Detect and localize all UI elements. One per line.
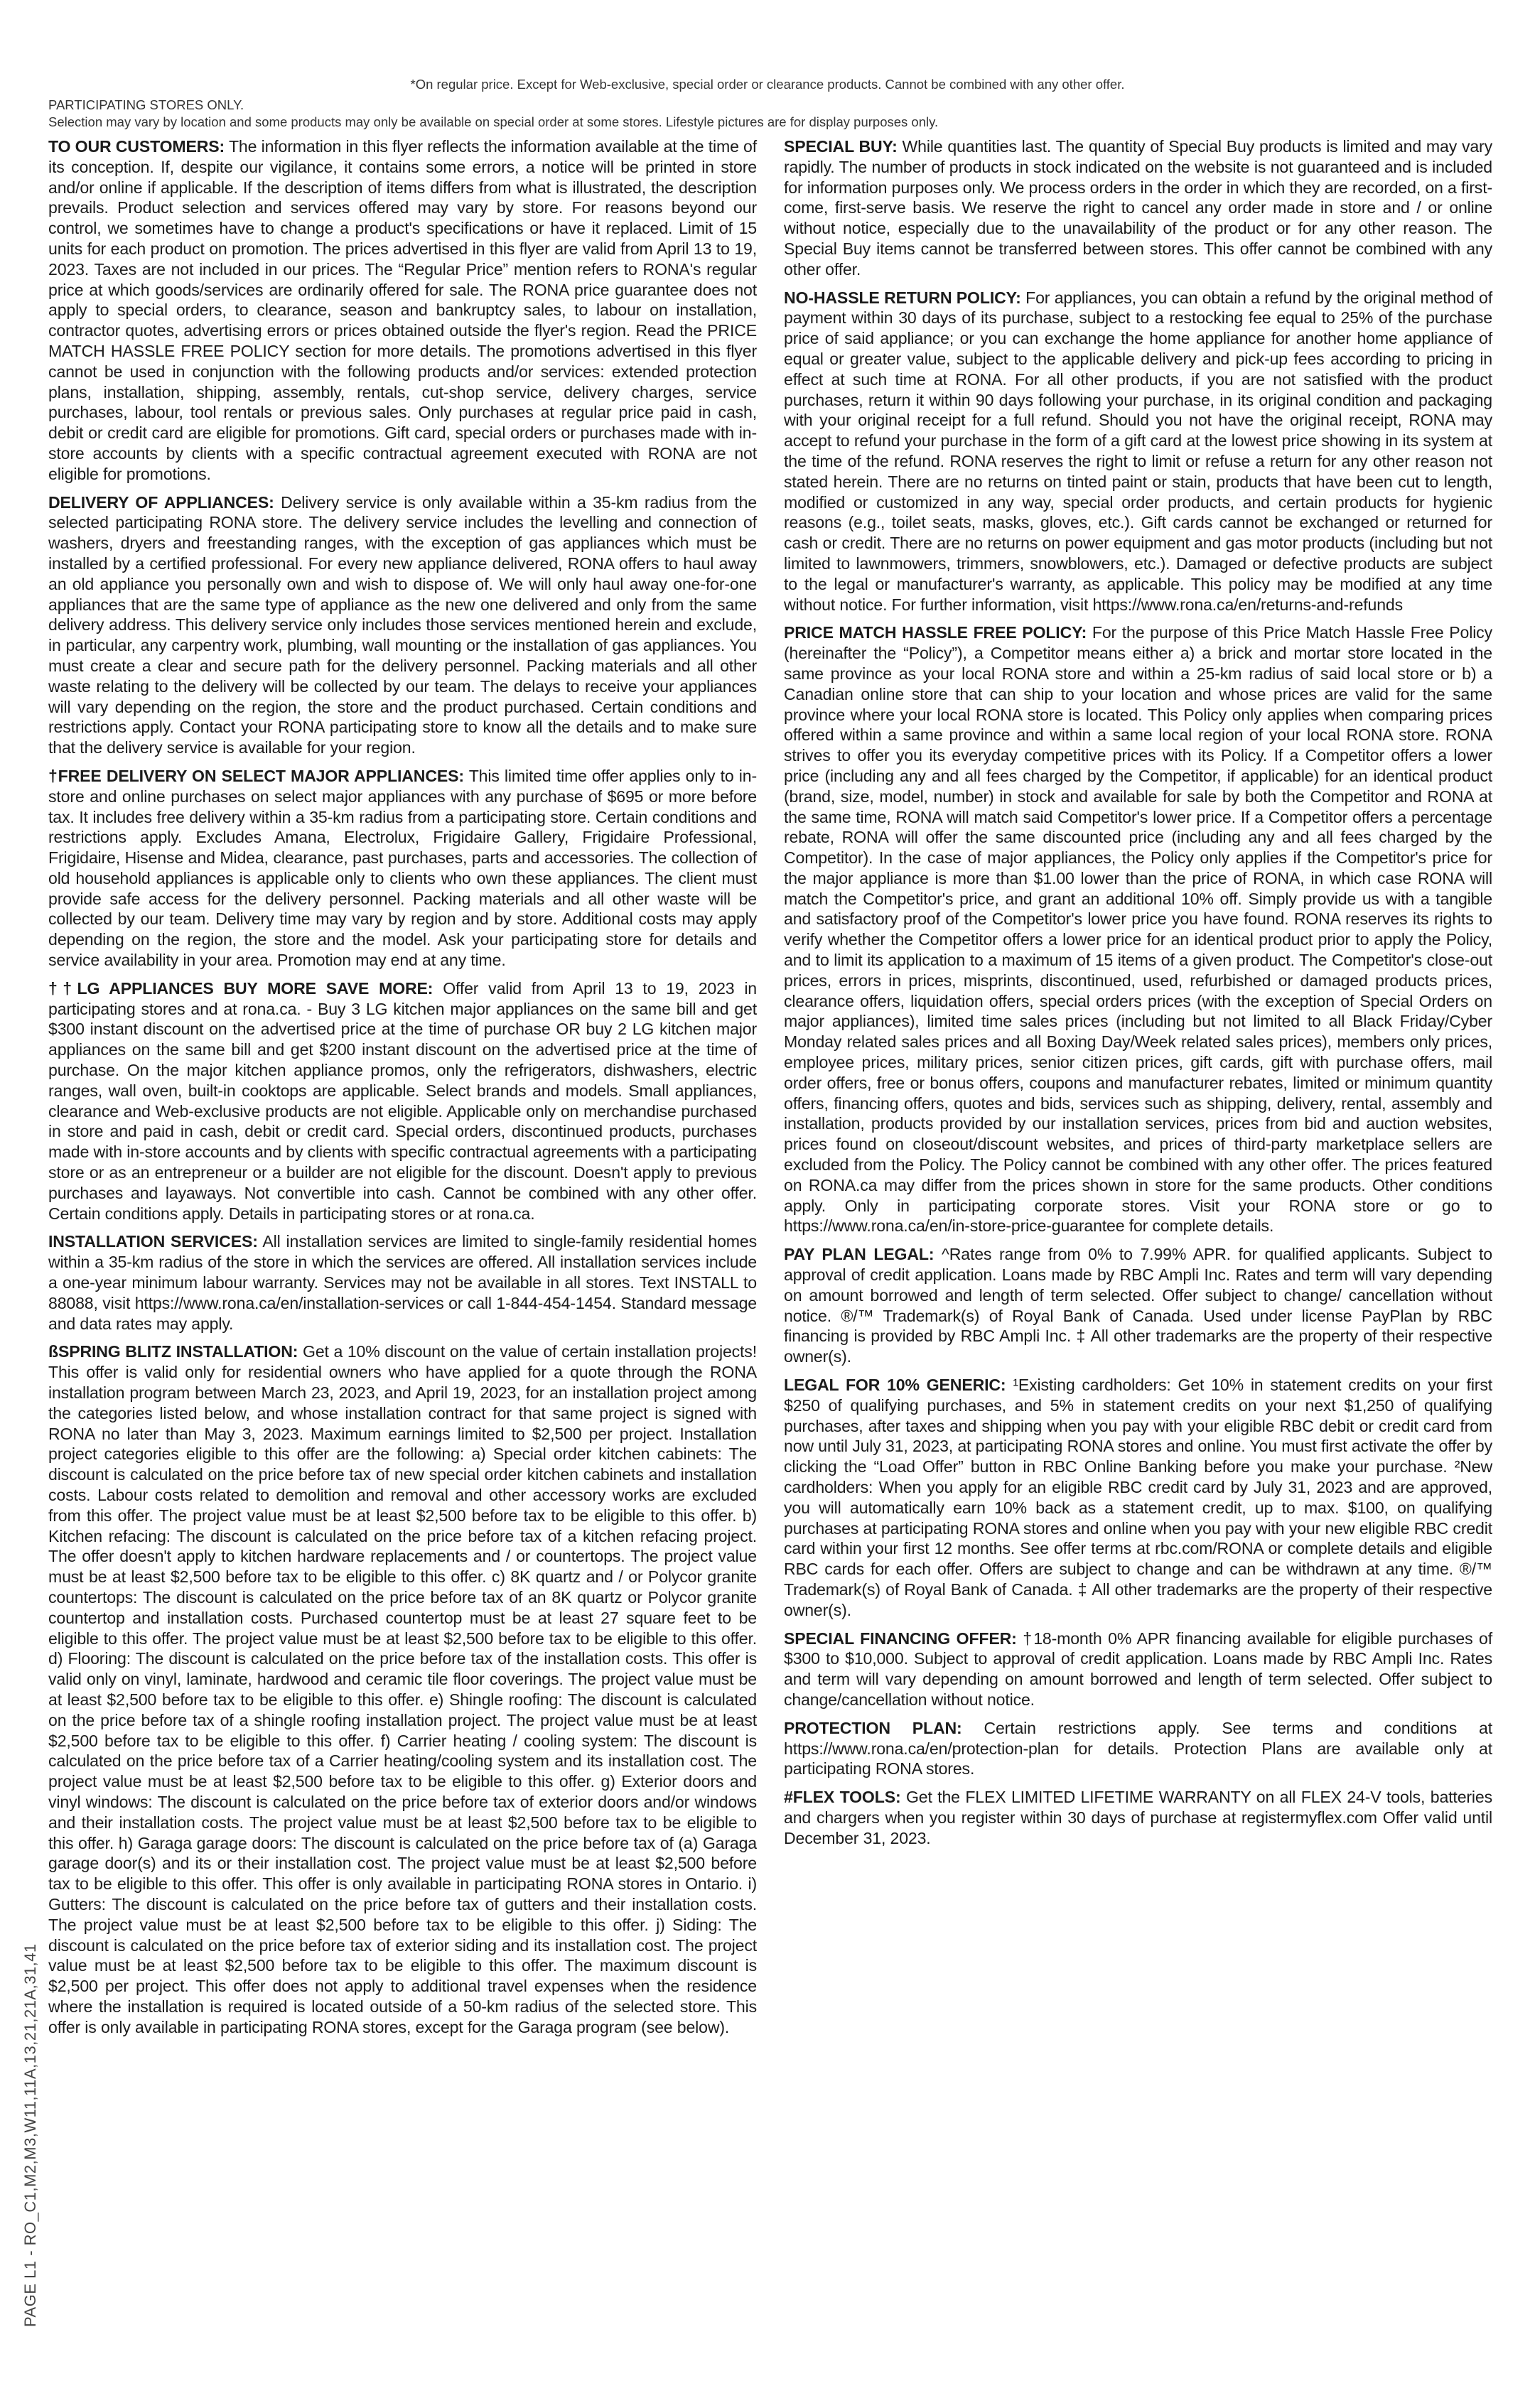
section-body: ¹Existing cardholders: Get 10% in statement credits on your first $250 of qualifying purchases, and 5% in statement credits on your next $1,250 of qualifying purchases, after taxes and shipping when you pay with your eligible RBC debit or credit card from now until July 31, 2023, at participating RONA stores and online. You must first activate the offer by clicking the “Load Offer” button in RBC Online Banking before you make your purchase. ²New cardholders: When you apply for an eligible RBC credit card by July 31, 2023 and are approved, you will automatically earn 10% back as a statement credit, up to max. $100, on qualifying purchases at participating RONA stores and online when you pay with your new eligible RBC credit card within your first 12 months. See offer terms at rbc.com/RONA or complete details and eligible RBC cards for each offer. Offers are subject to change and can be withdrawn at any time. ®/™ Trademark(s) of Royal Bank of Canada. ‡ All other trademarks are the property of their respective owner(s). [784,1376,1492,1619]
section-heading: TO OUR CUSTOMERS: [48,137,225,156]
section-heading: PRICE MATCH HASSLE FREE POLICY: [784,623,1087,642]
participating-stores-line: PARTICIPATING STORES ONLY. [48,97,244,112]
left-column [48,136,757,2382]
regular-price-notice: *On regular price. Except for Web-exclusive, special order or clearance products. Cannot be combined with any other offer. [410,77,1125,92]
section-pay-plan [784,1244,1492,1367]
section-heading: ††LG APPLIANCES BUY MORE SAVE MORE: [48,978,433,998]
section-body: †18-month 0% APR financing available for eligible purchases of $300 to $10,000. Subject to approval of credit application. Loans made by RBC Ampli Inc. Rates and term will vary depending on amount borrowed and length of term selected. Offer subject to change/cancellation without notice. [784,1629,1493,1709]
section-body: ^Rates range from 0% to 7.99% APR. for qualified applicants. Subject to approval of credit application. Loans made by RBC Ampli Inc. Rates and term will vary depending on amount borrowed and length of term selected. Offer subject to change/ cancellation without notice. ®/™ Trademark(s) of Royal Bank of Canada. Used under license PayPlan by RBC financing is provided by RBC Ampli Inc. ‡ All other trademarks are the property of their respective owner(s). [784,1245,1492,1366]
section-return-policy [784,288,1492,615]
section-heading: PAY PLAN LEGAL: [784,1245,935,1264]
section-body: Offer valid from April 13 to 19, 2023 in participating stores and at rona.ca. - Buy 3 LG kitchen major appliances on the same bill and get $300 instant discount on the advertised price at the time of purchase OR buy 2 LG kitchen major appliances on the same bill and get $200 instant discount on the advertised price at the time of purchase. On the major kitchen appliance promos, only the refrigerators, dishwashers, electric ranges, wall oven, built-in cooktops are applicable. Select brands and models. Small appliances, clearance and Web-exclusive products are not eligible. Applicable only on merchandise purchased in store and paid in cash, debit or credit card. Special orders, discontinued products, purchases made with in-store accounts and by clients with specific contractual agreements with a participating store or as an entrepreneur or a builder are not eligible for the discount. Doesn't apply to previous purchases and layaways. Not convertible into cash. Cannot be combined with any other offer. Certain conditions apply. Details in participating stores or at rona.ca. [48,978,757,1223]
section-special-buy [784,136,1492,280]
section-price-match [784,622,1492,1236]
section-body: Certain restrictions apply. See terms and conditions at https://www.rona.ca/en/protection-plan for details. Protection Plans are available only at participating RONA stores. [784,1718,1492,1778]
selection-line: Selection may vary by location and some products may only be available on special order at some stores. Lifestyle pictures are for display purposes only. [48,114,939,129]
section-body: Delivery service is only available within a 35-km radius from the selected participating RONA store. The delivery service includes the levelling and connection of washers, dryers and freestanding ranges, with the exception of gas appliances which must be installed by a certified professional. For every new appliance delivered, RONA offers to haul away an old appliance you personally own and wish to dispose of. We will only haul away one-for-one appliances that are the same type of appliance as the new one delivered and only from the same delivery address. This delivery service only includes those services mentioned herein and exclude, in particular, any carpentry work, plumbing, wall mounting or the installation of gas appliances. You must create a clear and secure path for the delivery personnel. Packing materials and all other waste relating to the delivery will be collected by our team. The delays to receive your appliances will vary depending on the region, the store and the product purchased. Certain conditions and restrictions apply. Contact your RONA participating store to know all the details and to make sure that the delivery service is available for your region. [48,492,757,757]
section-body: This limited time offer applies only to in-store and online purchases on select major appliances with any purchase of $695 or more before tax. It includes free delivery within a 35-km radius from a participating store. Certain conditions and restrictions apply. Excludes Amana, Electrolux, Frigidaire Gallery, Frigidaire Professional, Frigidaire, Hisense and Midea, clearance, past purchases, parts and accessories. The collection of old household appliances is applicable only to clients who own these appliances. The client must provide safe access for the delivery personnel. Packing materials and all other waste will be collected by our team. Delivery time may vary by region and by store. Additional costs may apply depending on the region, the store and the model. Ask your participating store for details and service availability in your area. Promotion may end at any time. [48,766,757,970]
section-flex [784,1787,1492,1848]
section-heading: ßSPRING BLITZ INSTALLATION: [48,1342,298,1361]
section-heading: PROTECTION PLAN: [784,1718,962,1737]
section-protection [784,1718,1492,1779]
section-spring-blitz [48,1341,757,2037]
section-installation [48,1231,757,1334]
section-financing [784,1629,1492,1710]
section-heading: NO-HASSLE RETURN POLICY: [784,288,1021,307]
section-body: All installation services are limited to single-family residential homes within a 35-km radius of the store in which the services are offered. All installation services include a one-year minimum labour warranty. Services may not be available in all stores. Text INSTALL to 88088, visit https://www.rona.ca/en/installation-services or call 1-844-454-1454. Standard message and data rates may apply. [48,1232,757,1333]
section-heading: †FREE DELIVERY ON SELECT MAJOR APPLIANCES: [48,766,464,785]
section-heading: LEGAL FOR 10% GENERIC: [784,1376,1006,1395]
section-heading: #FLEX TOOLS: [784,1788,901,1807]
page-code: PAGE L1 - RO_C1,M2,M3,W11,11A,13,21,21A,31,41 [21,1943,39,2327]
section-body: The information in this flyer reflects the information available at the time of its conception. If, despite our vigilance, it contains some errors, a notice will be printed in store and/or online if applicable. If the description of items differs from what is illustrated, the description prevails. Product selection and services offered may vary by store. For reasons beyond our control, we sometimes have to change a product's specifications or have it replaced. Limit of 15 units for each product on promotion. The prices advertised in this flyer are valid from April 13 to 19, 2023. Taxes are not included in our prices. The “Regular Price” mention refers to RONA's regular price at which goods/services are ordinarily offered for sale. The RONA price guarantee does not apply to special orders, to clearance, season and bankruptcy sales, to labour on installation, contractor quotes, advertising errors or prices obtained outside the flyer's region. Read the PRICE MATCH HASSLE FREE POLICY section for more details. The promotions advertised in this flyer cannot be used in conjunction with the following products and/or services: extended protection plans, installation, shipping, assembly, rentals, cut-shop service, delivery charges, service purchases, labour, tool rentals or previous sales. Only purchases at regular price paid in cash, debit or credit card are eligible for promotions. Gift card, special orders or purchases made with in-store accounts by clients with a specific contractual agreement executed with RONA are not eligible for promotions. [48,137,757,483]
right-column [784,136,1492,2382]
section-heading: DELIVERY OF APPLIANCES: [48,492,274,512]
section-customers [48,136,757,485]
section-body: Get a 10% discount on the value of certain installation projects! This offer is valid only for residential owners who have applied for a quote through the RONA installation program between March 23, 2023, and April 19, 2023, for an installation project among the categories listed below, and whose installation contract for that same project is signed with RONA no later than May 3, 2023. Maximum earnings limited to $2,500 per project. Installation project categories eligible to this offer are the following: a) Special order kitchen cabinets: The discount is calculated on the price before tax of new special order kitchen cabinets and installation costs. Labour costs related to demolition and removal and other accessory works are excluded from this offer. The project value must be at least $2,500 before tax to be eligible to this offer. b) Kitchen refacing: The discount is calculated on the price before tax of a kitchen refacing project. The offer doesn't apply to kitchen hardware replacements and / or countertops. The project value must be at least $2,500 before tax to be eligible to this offer. c) 8K quartz and / or Polycor granite countertops: The discount is calculated on the price before tax of an 8K quartz or Polycor granite countertop and installation costs. Purchased countertop must be at least 27 square feet to be eligible to this offer. The project value must be at least $2,500 before tax to be eligible to this offer. d) Flooring: The discount is calculated on the price before tax of the installation costs. This offer is valid only on vinyl, laminate, hardwood and ceramic tile floor coverings. The project value must be at least $2,500 before tax to be eligible to this offer. e) Shingle roofing: The discount is calculated on the price before tax of a shingle roofing installation project. The project value must be at least $2,500 before tax to be eligible to this offer. f) Carrier heating / cooling system: The discount is calculated on the price before tax of a Carrier heating/cooling system and its installation cost. The project value must be at least $2,500 before tax to be eligible to this offer. g) Exterior doors and vinyl windows: The discount is calculated on the price before tax of exterior doors and/or windows and their installation costs. The project value must be at least $2,500 before tax to be eligible to this offer. h) Garaga garage doors: The discount is calculated on the price before tax of (a) Garaga garage door(s) and its or their installation cost. The project value must be at least $2,500 before tax to be eligible to this offer. This offer is only available in participating RONA stores in Ontario. i) Gutters: The discount is calculated on the price before tax of gutters and their installation costs. The project value must be at least $2,500 before tax to be eligible to this offer. j) Siding: The discount is calculated on the price before tax of exterior siding and its installation cost. The project value must be at least $2,500 before tax to be eligible to this offer. The maximum discount is $2,500 per project. This offer does not apply to additional travel expenses when the residence where the installation is required is located outside of a 50-km radius of the selected store. This offer is only available in participating RONA stores, except for the Garaga program (see below). [48,1342,757,2036]
section-delivery [48,492,757,758]
section-heading: SPECIAL FINANCING OFFER: [784,1629,1017,1648]
section-heading: SPECIAL BUY: [784,137,898,156]
section-free-delivery [48,766,757,971]
section-generic [784,1375,1492,1621]
section-heading: INSTALLATION SERVICES: [48,1232,258,1251]
section-body: For the purpose of this Price Match Hassle Free Policy (hereinafter the “Policy”), a Competitor means either a) a brick and mortar store located in the same province as your local RONA store and within a 25-km radius of said local store or b) a Canadian online store that can ship to your location and whose prices are valid for the same province where your local RONA store is located. This Policy only applies when comparing prices offered within a same province and within a same local region of your local RONA store. RONA strives to offer you its everyday competitive prices with its Policy. If a Competitor offers a lower price (including any and all fees charged by the Competitor, if applicable) for an identical product (brand, size, model, number) in stock and available for sale by both the Competitor and RONA at the same time, RONA will match said Competitor's lower price. If a Competitor offers a percentage rebate, RONA will offer the same discounted price (including any and all fees charged by the Competitor). In the case of major appliances, the Policy only applies if the Competitor's price for the major appliance is more than $1.00 lower than the price of RONA, in which case RONA will match the Competitor's price, and grant an additional 10% off. Simply provide us with a tangible and satisfactory proof of the Competitor's lower price you have found. RONA reserves its rights to verify whether the Competitor offers a lower price for an identical product prior to apply the Policy, and to limit its application to a maximum of 15 items of a given product. The Competitor's close-out prices, errors in prices, misprints, discontinued, used, refurbished or damaged products prices, clearance offers, liquidation offers, special orders prices (with the exception of Special Orders on major appliances), limited time sales prices (including but not limited to all Black Friday/Cyber Monday related sales prices and all Boxing Day/Week related sales prices), members only prices, employee prices, military prices, senior citizen prices, gift cards, gift with purchase offers, mail order offers, free or bonus offers, coupons and manufacturer rebates, limited or minimum quantity offers, financing offers, quotes and bids, services such as shipping, delivery, rental, assembly and installation, products provided by our installation services, prices from bid and auction websites, prices found on closeout/discount websites, and prices of third-party marketplace sellers are excluded from the Policy. The Policy cannot be combined with any other offer. The prices featured on RONA.ca may differ from the prices shown in store for the same products. Other conditions apply. Only in participating corporate stores. Visit your RONA store or go to https://www.rona.ca/en/in-store-price-guarantee for complete details. [784,623,1492,1236]
section-lg [48,978,757,1224]
section-body: Get the FLEX LIMITED LIFETIME WARRANTY on all FLEX 24-V tools, batteries and chargers when you register within 30 days of purchase at registermyflex.com Offer valid until December 31, 2023. [784,1788,1492,1847]
section-body: While quantities last. The quantity of Special Buy products is limited and may vary rapidly. The number of products in stock indicated on the website is not guaranteed and is included for information purposes only. We process orders in the order in which they are recorded, on a first-come, first-serve basis. We reserve the right to cancel any order made in store and / or online without notice, especially due to the unavailability of the product or for any other reason. The Special Buy items cannot be transferred between stores. This offer cannot be combined with any other offer. [784,137,1492,279]
header-disclaimer [48,97,1491,131]
legal-columns [48,136,1492,2382]
section-body: For appliances, you can obtain a refund by the original method of payment within 30 days of its purchase, subject to a restocking fee equal to 25% of the purchase price of said appliance; or you can exchange the home appliance for another home appliance of equal or greater value, subject to the applicable delivery and pick-up fees according to pricing in effect at such time at RONA. For all other products, if you are not satisfied with the product purchases, return it within 90 days following your purchase, in its original condition and packaging with your original receipt for a full refund. Should you not have the original receipt, RONA may accept to refund your purchase in the form of a gift card at the lowest price showing in its system at the time of the refund. RONA reserves the right to limit or refuse a return for any other reason not stated herein. There are no returns on tinted paint or stain, products that have been cut to length, modified or customized in any way, special order products, and certain products for hygienic reasons (e.g., toilet seats, masks, gloves, etc.). Gift cards cannot be exchanged or returned for cash or credit. There are no returns on power equipment and gas motor products (including but not limited to lawnmowers, trimmers, snowblowers, etc.). Damaged or defective products are subject to the legal or manufacturer's warranty, as applicable. This policy may be modified at any time without notice. For further information, visit https://www.rona.ca/en/returns-and-refunds [784,288,1492,614]
